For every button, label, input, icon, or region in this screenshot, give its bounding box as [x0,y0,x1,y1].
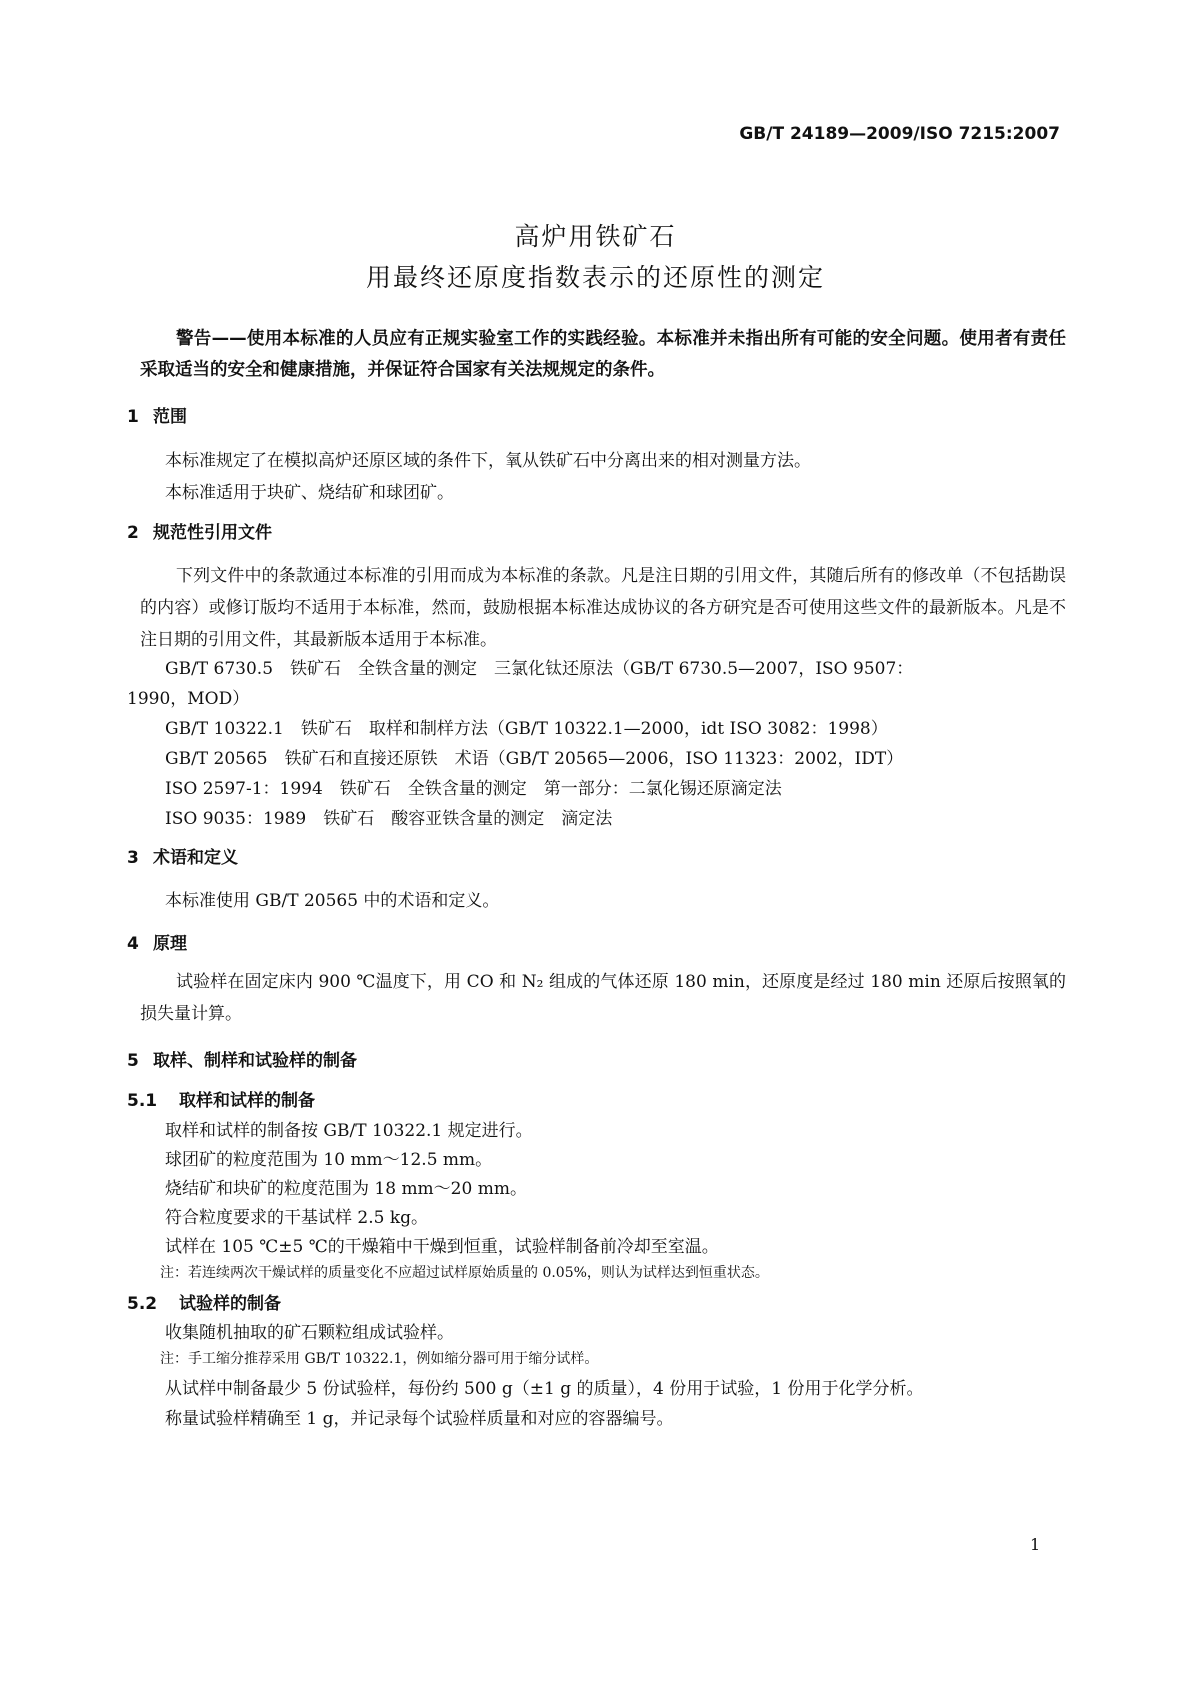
note: 注：手工缩分推荐采用 GB/T 10322.1，例如缩分器可用于缩分试样。 [160,1351,599,1367]
normative-references-intro: 下列文件中的条款通过本标准的引用而成为本标准的条款。凡是注日期的引用文件，其随后所有的修改单（不包括勘误的内容）或修订版均不适用于本标准，然而，鼓励根据本标准达成协议的各方研究是否可使用这些文件的最新版本。凡是不注日期的引用文件，其最新版本适用于本标准。 [140,566,1066,650]
section-3-heading [127,843,238,868]
section-title: 取样和试样的制备 [179,1091,315,1111]
paragraph: 球团矿的粒度范围为 10 mm～12.5 mm。 [165,1150,493,1170]
standard-number: GB/T 24189—2009/ISO 7215:2007 [739,124,1060,144]
section-5-2-heading [127,1289,281,1314]
reference-item: GB/T 10322.1 铁矿石 取样和制样方法（GB/T 10322.1—2000，idt ISO 3082：1998） [165,719,888,739]
section-number: 5.1 [127,1091,158,1111]
paragraph: 称量试验样精确至 1 g，并记录每个试验样质量和对应的容器编号。 [165,1409,674,1429]
principle-paragraph: 试验样在固定床内 900 ℃温度下，用 CO 和 N₂ 组成的气体还原 180 min，还原度是经过 180 min 还原后按照氧的损失量计算。 [140,972,1066,1024]
paragraph: 试样在 105 ℃±5 ℃的干燥箱中干燥到恒重，试验样制备前冷却至室温。 [165,1237,719,1257]
reference-item: ISO 2597-1：1994 铁矿石 全铁含量的测定 第一部分：二氯化锡还原滴定法 [165,779,782,799]
section-number: 2 [127,523,139,543]
section-number: 4 [127,934,139,954]
section-number: 5.2 [127,1294,158,1314]
reference-item: GB/T 6730.5 铁矿石 全铁含量的测定 三氯化钛还原法（GB/T 6730.5—2007，ISO 9507： [165,659,914,679]
paragraph: 从试样中制备最少 5 份试验样，每份约 500 g（±1 g 的质量），4 份用于试验，1 份用于化学分析。 [165,1379,924,1399]
paragraph: 符合粒度要求的干基试样 2.5 kg。 [165,1208,429,1228]
section-1-heading [127,402,187,427]
section-number: 5 [127,1051,139,1071]
section-title: 试验样的制备 [179,1294,281,1314]
reference-item: GB/T 20565 铁矿石和直接还原铁 术语（GB/T 20565—2006，ISO 11323：2002，IDT） [165,749,904,769]
reference-item-continued: 1990，MOD） [127,689,250,709]
section-number: 3 [127,848,139,868]
page-number: 1 [1030,1535,1041,1554]
reference-item: ISO 9035：1989 铁矿石 酸容亚铁含量的测定 滴定法 [165,809,613,829]
section-title: 范围 [153,407,187,427]
section-2-heading [127,518,272,543]
section-5-heading [127,1046,357,1071]
paragraph: 本标准使用 GB/T 20565 中的术语和定义。 [165,891,500,911]
paragraph: 本标准规定了在模拟高炉还原区域的条件下，氧从铁矿石中分离出来的相对测量方法。 [165,451,811,471]
title-line-2: 用最终还原度指数表示的还原性的测定 [365,263,825,292]
section-4-heading [127,929,187,954]
section-title: 规范性引用文件 [153,523,272,543]
warning-paragraph: 警告——使用本标准的人员应有正规实验室工作的实践经验。本标准并未指出所有可能的安全问题。使用者有责任采取适当的安全和健康措施，并保证符合国家有关法规规定的条件。 [140,329,1066,380]
paragraph: 烧结矿和块矿的粒度范围为 18 mm～20 mm。 [165,1179,527,1199]
paragraph: 收集随机抽取的矿石颗粒组成试验样。 [165,1323,454,1343]
section-title: 原理 [153,934,187,954]
note: 注：若连续两次干燥试样的质量变化不应超过试样原始质量的 0.05%，则认为试样达到恒重状态。 [160,1265,769,1281]
paragraph: 本标准适用于块矿、烧结矿和球团矿。 [165,483,454,503]
title-line-1: 高炉用铁矿石 [514,222,677,251]
section-5-1-heading [127,1086,315,1111]
paragraph: 取样和试样的制备按 GB/T 10322.1 规定进行。 [165,1121,533,1141]
section-title: 术语和定义 [153,848,238,868]
section-title: 取样、制样和试验样的制备 [153,1051,357,1071]
section-number: 1 [127,407,139,427]
